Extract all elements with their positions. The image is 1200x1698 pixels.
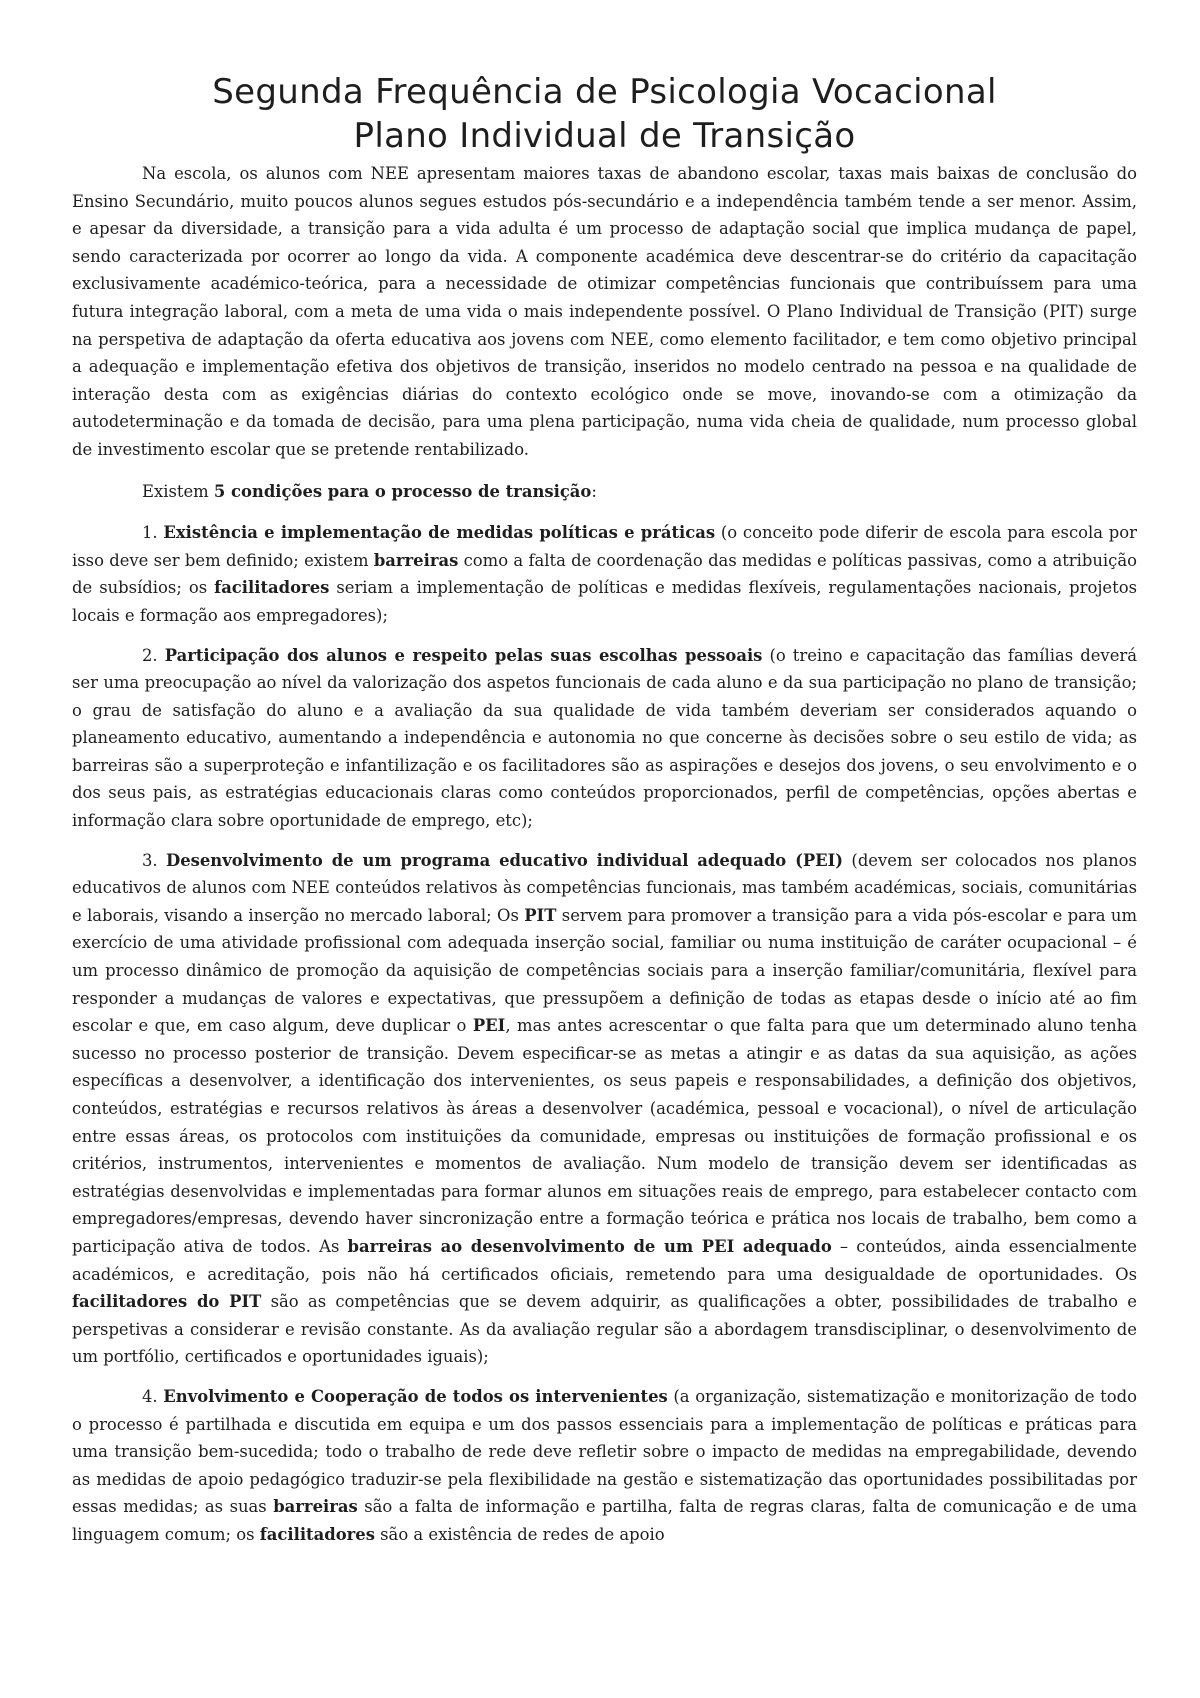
item-emphasis: PEI	[472, 1016, 506, 1036]
item-text: são a falta de informação e partilha, falta de regras claras, falta de comunicação e de uma linguagem comum; os	[72, 1497, 1137, 1544]
condition-item-2	[72, 642, 1137, 835]
item-text: são a existência de redes de apoio	[374, 1524, 665, 1544]
item-text: (o conceito pode diferir de escola para escola por isso deve ser bem definido; existem	[72, 523, 1137, 570]
document-subtitle: Plano Individual de Transição	[353, 116, 856, 156]
lead-emphasis: 5 condições para o processo de transição	[213, 481, 592, 501]
lead-suffix: :	[591, 481, 597, 501]
condition-item-3	[72, 847, 1137, 1371]
item-heading: Existência e implementação de medidas políticas e práticas	[163, 523, 716, 543]
item-number: 3.	[142, 850, 166, 870]
conditions-lead-paragraph	[72, 478, 1137, 506]
item-number: 4.	[142, 1386, 164, 1406]
item-heading: Participação dos alunos e respeito pelas suas escolhas pessoais	[164, 645, 763, 665]
item-text: são as competências que se devem adquirir, as qualificações a obter, possibilidades de trabalho e perspetivas a considerar e revisão constante. As da avaliação regular são a abordagem transdisciplinar, o desenvolvimento de um portfólio, certificados e oportunidades iguais);	[72, 1292, 1137, 1367]
condition-item-1	[72, 519, 1137, 629]
item-number: 1.	[142, 523, 164, 543]
item-text: seriam a implementação de políticas e medidas flexíveis, regulamentações nacionais, projetos locais e formação aos empregadores);	[72, 578, 1137, 625]
item-emphasis: barreiras ao desenvolvimento de um PEI adequado	[347, 1236, 832, 1256]
lead-text: Existem	[142, 481, 214, 501]
item-emphasis: facilitadores	[214, 578, 330, 598]
item-text: como a falta de coordenação das medidas e políticas passivas, como a atribuição de subsídios; os	[72, 550, 1137, 598]
item-text: servem para promover a transição para a vida pós-escolar e para um exercício de uma atividade profissional com adequada inserção social, familiar ou numa instituição de caráter ocupacional – é um processo dinâmico de promoção da aquisição de competências sociais para a inserção familiar/comunitária, flexível para responder a mudanças de valores e expectativas, que pressupõem a definição de todas as etapas desde o início até ao fim escolar e que, em caso algum, deve duplicar o	[72, 905, 1137, 1036]
intro-paragraph: Na escola, os alunos com NEE apresentam maiores taxas de abandono escolar, taxas mais baixas de conclusão do Ensino Secundário, muito poucos alunos segues estudos pós-secundário e a independência também tende a ser menor. Assim, e apesar da diversidade, a transição para a vida adulta é um processo de adaptação social que implica mudança de papel, sendo caracterizada por ocorrer ao longo da vida. A componente académica deve descentrar-se do critério da capacitação exclusivamente académico-teórica, para a necessidade de otimizar competências funcionais que contribuíssem para uma futura integração laboral, com a meta de uma vida o mais independente possível. O Plano Individual de Transição (PIT) surge na perspetiva de adaptação da oferta educativa aos jovens com NEE, como elemento facilitador, e tem como objetivo principal a adequação e implementação efetiva dos objetivos de transição, inseridos no modelo centrado na pessoa e na qualidade de interação desta com as exigências diárias do contexto ecológico onde se move, inovando-se com a otimização da autodeterminação e da tomada de decisão, para uma plena participação, numa vida cheia de qualidade, num processo global de investimento escolar que se pretende rentabilizado.	[72, 164, 1137, 459]
item-emphasis: facilitadores do PIT	[72, 1292, 262, 1312]
condition-item-4	[72, 1383, 1137, 1549]
item-text: , mas antes acrescentar o que falta para que um determinado aluno tenha sucesso no processo posterior de transição. Devem especificar-se as metas a atingir e as datas da sua aquisição, as ações específicas a desenvolver, a identificação dos intervenientes, os seus papeis e responsabilidades, a definição dos objetivos, conteúdos, estratégias e recursos relativos às áreas a desenvolver (académica, pessoal e vocacional), o nível de articulação entre essas áreas, os protocolos com instituições da comunidade, empresas ou instituições de formação profissional e os critérios, instrumentos, intervenientes e momentos de avaliação. Num modelo de transição devem ser identificadas as estratégias desenvolvidas e implementadas para formar alunos em situações reais de emprego, para estabelecer contacto com empregadores/empresas, devendo haver sincronização entre a formação teórica e prática nos locais de trabalho, bem como a participação ativa de todos. As	[72, 1016, 1137, 1256]
item-heading: Envolvimento e Cooperação de todos os intervenientes	[163, 1386, 668, 1406]
item-emphasis: barreiras	[273, 1497, 358, 1517]
document-title: Segunda Frequência de Psicologia Vocacional	[212, 72, 997, 112]
item-emphasis: facilitadores	[259, 1524, 375, 1544]
item-text: (a organização, sistematização e monitorização de todo o processo é partilhada e discutida em equipa e um dos passos essenciais para a implementação de políticas e práticas para uma transição bem-sucedida; todo o trabalho de rede deve refletir sobre o impacto de medidas na empregabilidade, devendo as medidas de apoio pedagógico traduzir-se pela flexibilidade na gestão e sistematização das oportunidades possibilitadas por essas medidas; as suas	[72, 1386, 1137, 1517]
item-heading: Desenvolvimento de um programa educativo individual adequado (PEI)	[166, 850, 844, 870]
item-number: 2.	[142, 645, 165, 665]
item-text: – conteúdos, ainda essencialmente académicos, e acreditação, pois não há certificados oficiais, remetendo para uma desigualdade de oportunidades. Os	[72, 1236, 1137, 1284]
item-text: (devem ser colocados nos planos educativos de alunos com NEE conteúdos relativos às competências funcionais, mas também académicas, sociais, comunitárias e laborais, visando a inserção no mercado laboral; Os	[72, 850, 1137, 925]
item-text: (o treino e capacitação das famílias deverá ser uma preocupação ao nível da valorização dos aspetos funcionais de cada aluno e da sua participação no plano de transição; o grau de satisfação do aluno e a avaliação da sua qualidade de vida também deveriam ser considerados aquando o planeamento educativo, aumentando a independência e autonomia no que concerne às decisões sobre o seu estilo de vida; as barreiras são a superproteção e infantilização e os facilitadores são as aspirações e desejos dos jovens, o seu envolvimento e o dos seus pais, as estratégias educacionais claras como conteúdos proporcionados, perfil de competências, opções abertas e informação clara sobre oportunidade de emprego, etc);	[72, 645, 1138, 831]
item-emphasis: PIT	[524, 905, 557, 925]
item-emphasis: barreiras	[373, 550, 459, 570]
